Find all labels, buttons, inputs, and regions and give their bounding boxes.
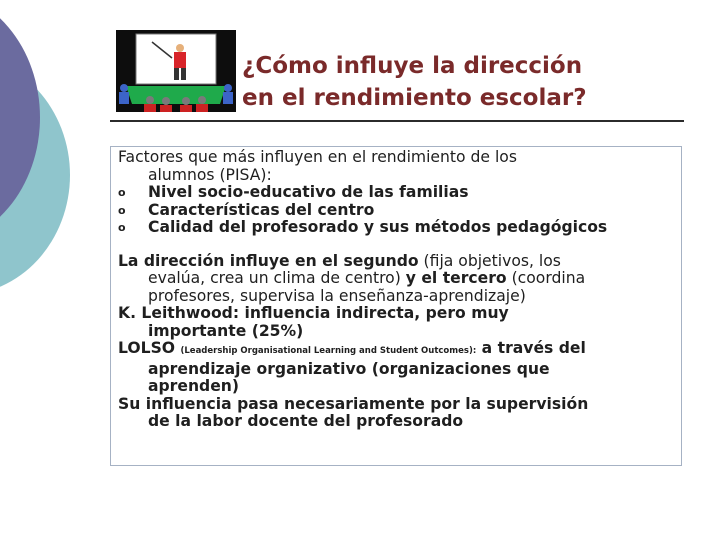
list-item [118, 202, 680, 220]
title-line-1: ¿Cómo influye la dirección [242, 53, 583, 79]
list-item [118, 219, 680, 237]
factors-heading-cont: alumnos (PISA): [148, 165, 272, 184]
para4-line1: Su influencia pasa necesariamente por la supervisión [118, 394, 589, 413]
para2-line2: importante (25%) [148, 321, 304, 340]
para4-line2: de la labor docente del profesorado [148, 412, 464, 430]
para2-line1: K. Leithwood: influencia indirecta, pero muy [118, 304, 509, 322]
content-text [118, 149, 680, 431]
para1-line2-tail: (coordina [506, 269, 586, 287]
para3-line3: aprenden) [148, 377, 240, 395]
para1-normal-a: (fija objetivos, los [418, 251, 561, 270]
list-item-text: Calidad del profesorado y sus métodos pedagógicos [148, 218, 608, 236]
list-item-text: Nivel socio-educativo de las familias [148, 183, 469, 201]
para3-line1 [118, 340, 680, 361]
para1-line1 [118, 253, 680, 271]
bullet-icon: o [118, 203, 126, 217]
bullet-icon: o [118, 221, 126, 234]
classroom-presentation-icon [116, 30, 236, 112]
para1-line3: profesores, supervisa la enseñanza-aprendizaje) [148, 286, 526, 305]
list-item [118, 184, 680, 202]
slide-title [242, 50, 642, 114]
para3-small: (Leadership Organisational Learning and Student Outcomes): [180, 346, 477, 356]
title-divider [110, 120, 684, 122]
para1-bold-a: La dirección influye en el segundo [118, 251, 419, 270]
factors-heading: Factores que más influyen en el rendimiento de los [118, 148, 517, 166]
para3-tail: a través del [476, 339, 586, 357]
para1-line2-normal: evalúa, crea un clima de centro) [148, 269, 406, 287]
para3-line2: aprendizaje organizativo (organizaciones que [148, 359, 550, 378]
list-item-text: Características del centro [148, 200, 375, 219]
para1-line2-bold: y el tercero [405, 269, 507, 287]
bullet-icon: o [118, 186, 126, 199]
title-line-2: en el rendimiento escolar? [242, 85, 587, 111]
para1-line2 [118, 270, 680, 288]
para3-lead: LOLSO [118, 339, 181, 357]
